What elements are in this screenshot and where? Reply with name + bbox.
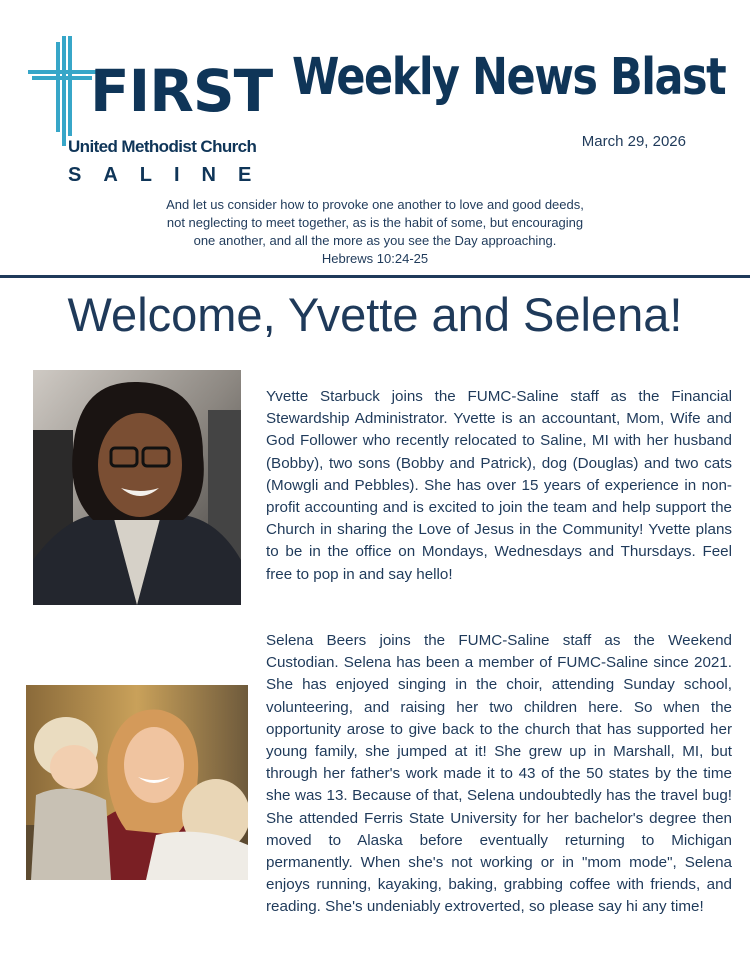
verse-line: not neglecting to meet together, as is the habit of some, but encouraging xyxy=(166,215,584,230)
newsletter-date: March 29, 2026 xyxy=(581,133,686,150)
logo-location: SALINE xyxy=(68,164,274,186)
scripture-verse xyxy=(100,196,650,268)
welcome-headline: Welcome, Yvette and Selena! xyxy=(67,288,683,341)
logo-church-name: United Methodist Church xyxy=(68,137,257,156)
yvette-bio: Yvette Starbuck joins the FUMC-Saline staff as the Financial Stewardship Administrator. Yvette is an accountant, Mom, Wife and God Follower who recently relocated to Saline, MI with her husband (Bobby), two sons (Bobby and Patrick), dog (Douglas) and two cats (Mowgli and Pebbles). She has over 15 years of experience in non-profit accounting and is excited to join the team and help support the Church in sharing the Love of Jesus in the Community! Yvette plans to be in the office on Mondays, Wednesdays and Thursdays. Feel free to pop in and say hello! xyxy=(266,388,732,583)
church-logo xyxy=(28,36,274,186)
verse-line: And let us consider how to provoke one another to love and good deeds, xyxy=(166,197,584,212)
selena-bio: Selena Beers joins the FUMC-Saline staff as the Weekend Custodian. Selena has been a member of FUMC-Saline since 2021. She has enjoyed singing in the choir, attending Sunday school, volunteering, and raising her two children here. So when the opportunity arose to give back to the church that has supported her young family, she jumped at it! She grew up in Marshall, MI, but through her father's work made it to 43 of the 50 states by the time she was 13. Because of that, Selena undoubtedly has the travel bug! She attended Ferris State University for her bachelor's degree then moved to Alaska before eventually returning to Michigan permanently. When she's not working or in "mom mode", Selena enjoys running, kayaking, baking, grabbing coffee with friends, and reading. She's undeniably extroverted, so please say hi any time! xyxy=(266,632,732,916)
cross-icon xyxy=(28,36,98,146)
newsletter-title: Weekly News Blast xyxy=(292,48,726,107)
header-divider xyxy=(0,275,750,278)
verse-line: one another, and all the more as you see the Day approaching. xyxy=(193,233,557,248)
portrait-photo xyxy=(33,370,241,605)
verse-reference: Hebrews 10:24-25 xyxy=(321,251,429,266)
logo-first-text: FIRST xyxy=(90,57,273,125)
family-photo xyxy=(26,685,248,880)
